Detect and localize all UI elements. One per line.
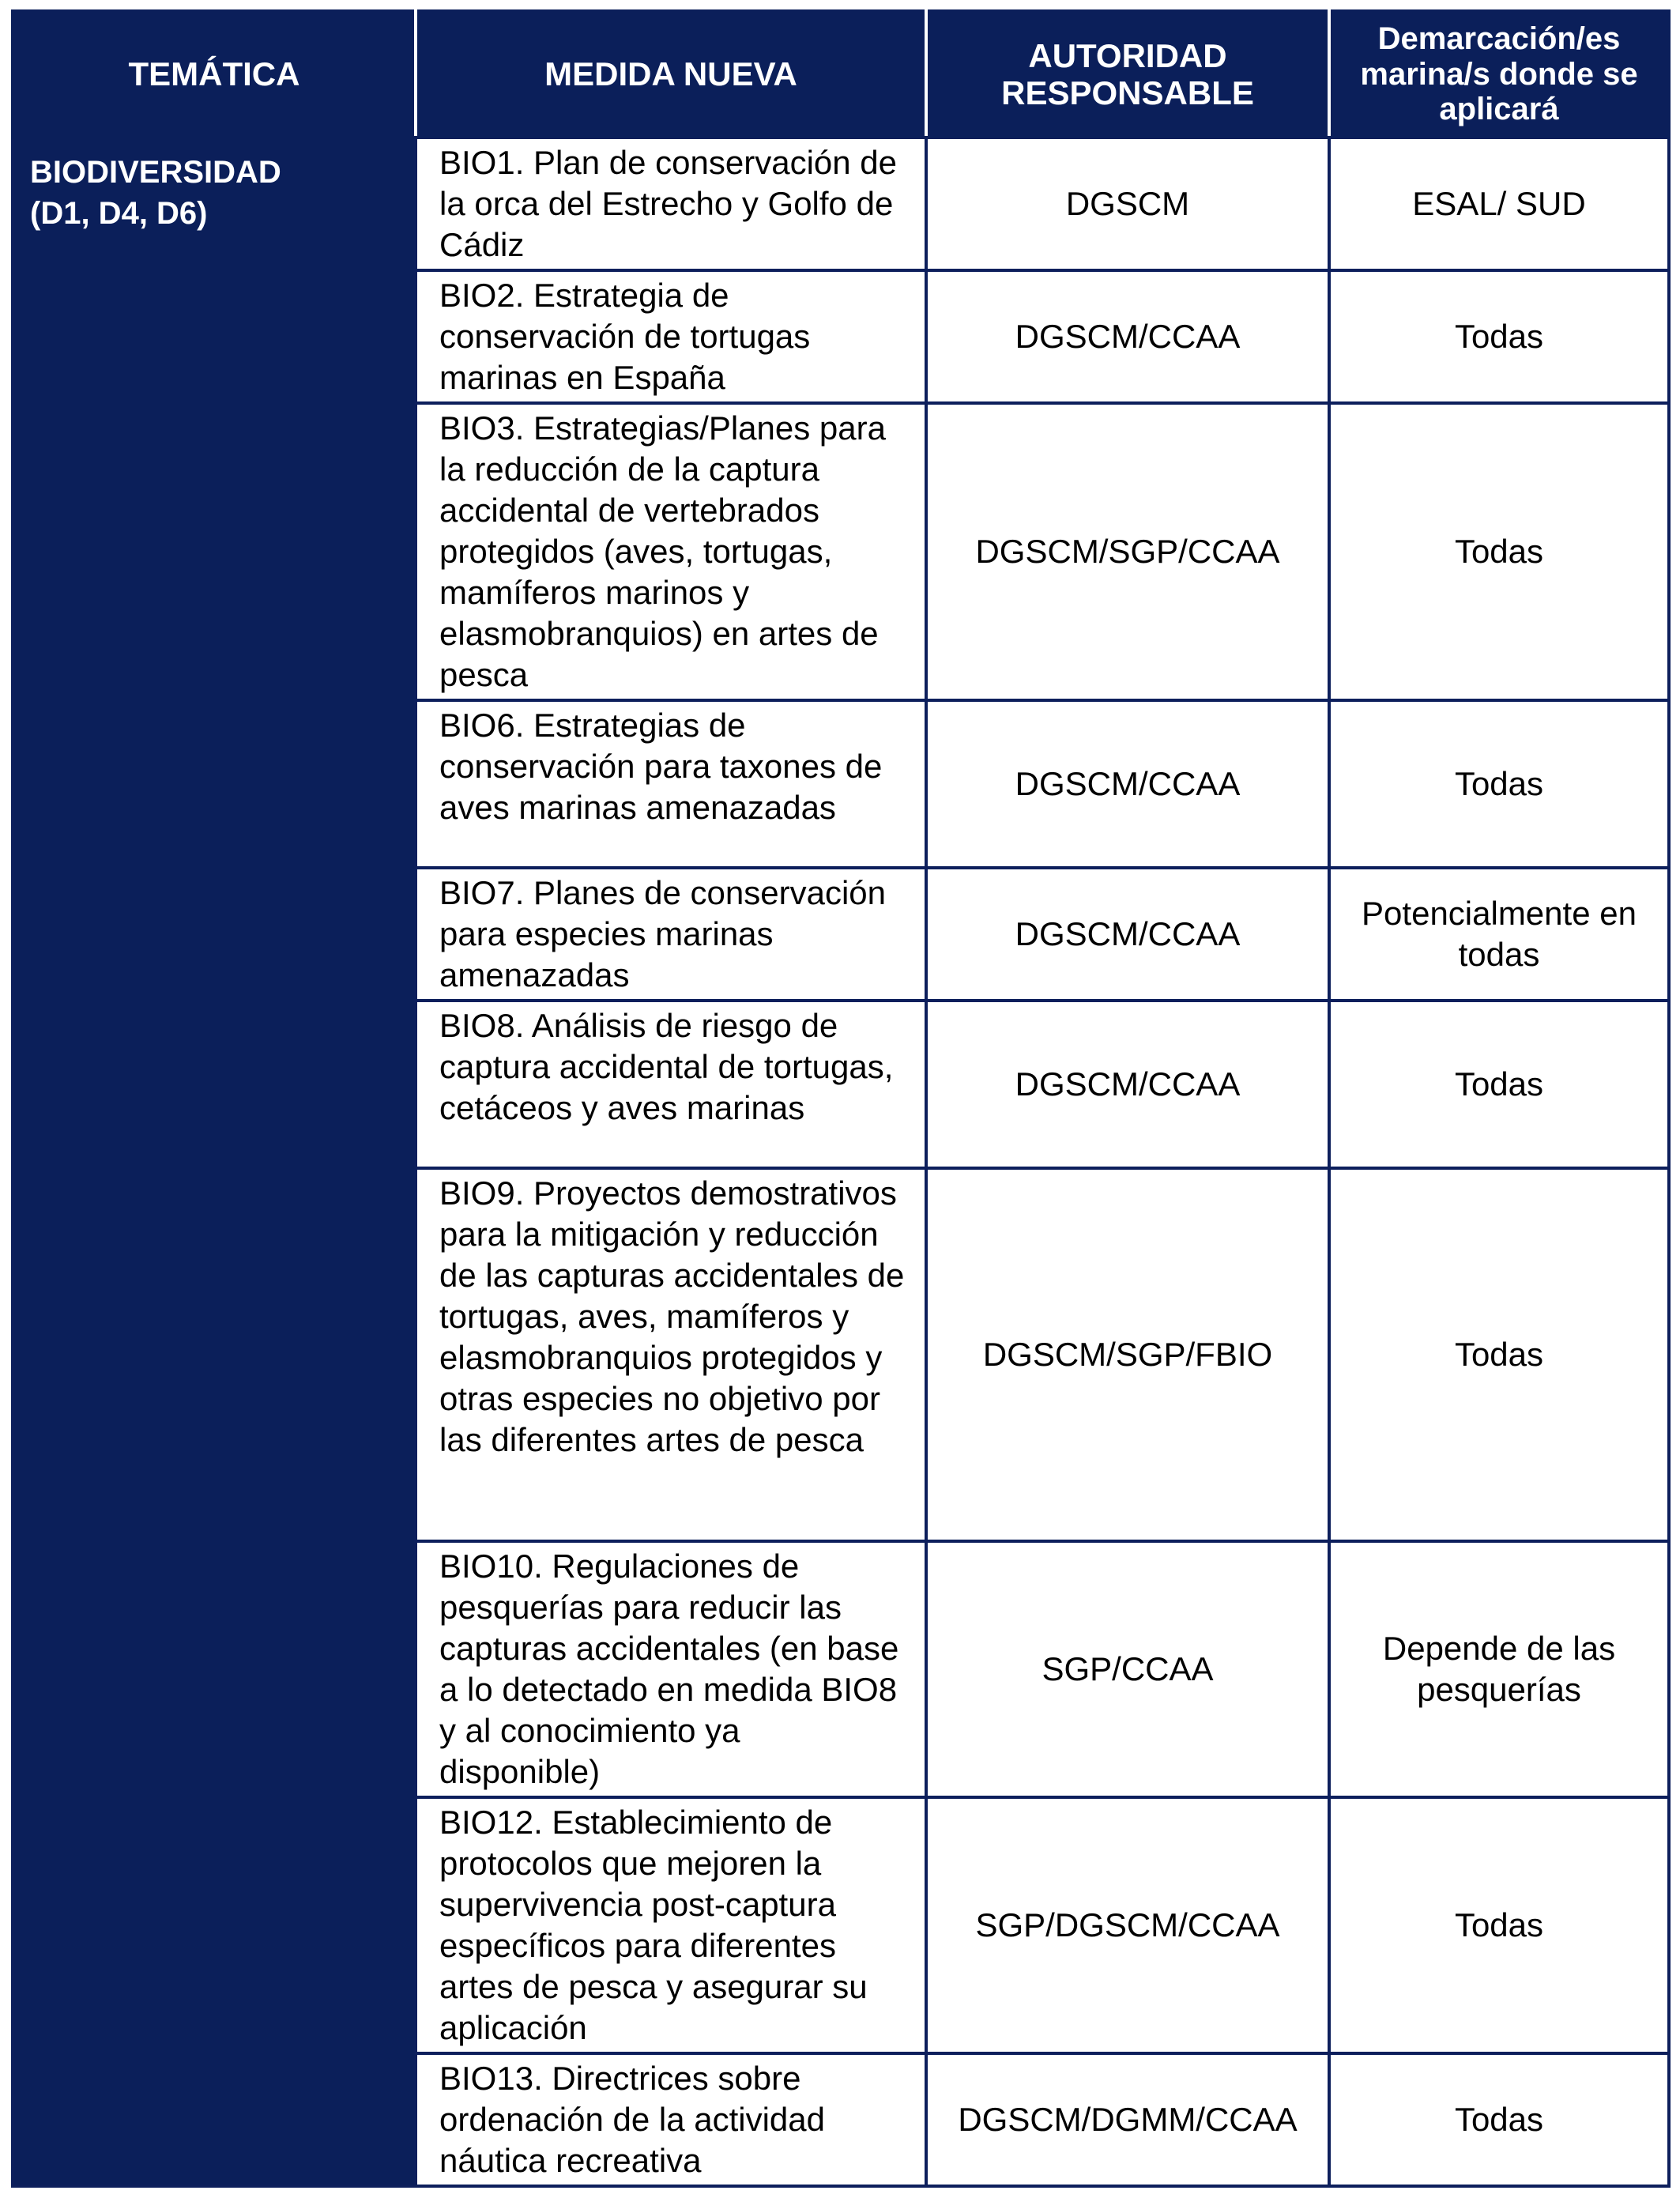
- medida-cell: BIO8. Análisis de riesgo de captura accidental de tortugas, cetáceos y aves marinas: [416, 1001, 926, 1168]
- demarcacion-cell: Todas: [1329, 403, 1669, 700]
- medida-cell: BIO13. Directrices sobre ordenación de la actividad náutica recreativa: [416, 2053, 926, 2186]
- table-body: [13, 138, 1669, 2186]
- autoridad-cell: DGSCM/SGP/FBIO: [926, 1168, 1329, 1541]
- demarcacion-cell: Todas: [1329, 1797, 1669, 2053]
- measures-table: [11, 9, 1671, 2188]
- demarcacion-cell: Depende de las pesquerías: [1329, 1541, 1669, 1797]
- demarcacion-cell: ESAL/ SUD: [1329, 138, 1669, 270]
- header-demarcacion: Demarcación/es marina/s donde se aplicará: [1329, 11, 1669, 138]
- demarcacion-cell: Todas: [1329, 270, 1669, 403]
- tematica-cell: [13, 138, 416, 2186]
- table-header: [13, 11, 1669, 138]
- medida-cell: BIO3. Estrategias/Planes para la reducción de la captura accidental de vertebrados protegidos (aves, tortugas, mamíferos marinos y elasmobranquios) en artes de pesca: [416, 403, 926, 700]
- medida-cell: BIO12. Establecimiento de protocolos que mejoren la supervivencia post-captura específicos para diferentes artes de pesca y asegurar su aplicación: [416, 1797, 926, 2053]
- medida-cell: BIO9. Proyectos demostrativos para la mitigación y reducción de las capturas accidentales de tortugas, aves, mamíferos y elasmobranquios protegidos y otras especies no objetivo por las diferentes artes de pesca: [416, 1168, 926, 1541]
- autoridad-cell: SGP/CCAA: [926, 1541, 1329, 1797]
- autoridad-cell: DGSCM/DGMM/CCAA: [926, 2053, 1329, 2186]
- medida-cell: BIO1. Plan de conservación de la orca del Estrecho y Golfo de Cádiz: [416, 138, 926, 270]
- medida-cell: BIO2. Estrategia de conservación de tortugas marinas en España: [416, 270, 926, 403]
- header-row: [13, 11, 1669, 138]
- demarcacion-cell: Potencialmente en todas: [1329, 868, 1669, 1001]
- autoridad-cell: DGSCM/CCAA: [926, 1001, 1329, 1168]
- medida-cell: BIO7. Planes de conservación para especies marinas amenazadas: [416, 868, 926, 1001]
- tematica-title: BIODIVERSIDAD: [30, 155, 281, 190]
- demarcacion-cell: Todas: [1329, 1168, 1669, 1541]
- medida-cell: BIO10. Regulaciones de pesquerías para reducir las capturas accidentales (en base a lo detectado en medida BIO8 y al conocimiento ya disponible): [416, 1541, 926, 1797]
- header-medida-nueva: MEDIDA NUEVA: [416, 11, 926, 138]
- demarcacion-cell: Todas: [1329, 700, 1669, 868]
- tematica-descriptors: (D1, D4, D6): [30, 196, 208, 231]
- autoridad-cell: DGSCM/CCAA: [926, 700, 1329, 868]
- medida-cell: BIO6. Estrategias de conservación para taxones de aves marinas amenazadas: [416, 700, 926, 868]
- demarcacion-cell: Todas: [1329, 2053, 1669, 2186]
- header-tematica: TEMÁTICA: [13, 11, 416, 138]
- autoridad-cell: DGSCM/SGP/CCAA: [926, 403, 1329, 700]
- header-autoridad-responsable: AUTORIDAD RESPONSABLE: [926, 11, 1329, 138]
- autoridad-cell: SGP/DGSCM/CCAA: [926, 1797, 1329, 2053]
- table-row: [13, 138, 1669, 270]
- autoridad-cell: DGSCM/CCAA: [926, 270, 1329, 403]
- autoridad-cell: DGSCM/CCAA: [926, 868, 1329, 1001]
- autoridad-cell: DGSCM: [926, 138, 1329, 270]
- demarcacion-cell: Todas: [1329, 1001, 1669, 1168]
